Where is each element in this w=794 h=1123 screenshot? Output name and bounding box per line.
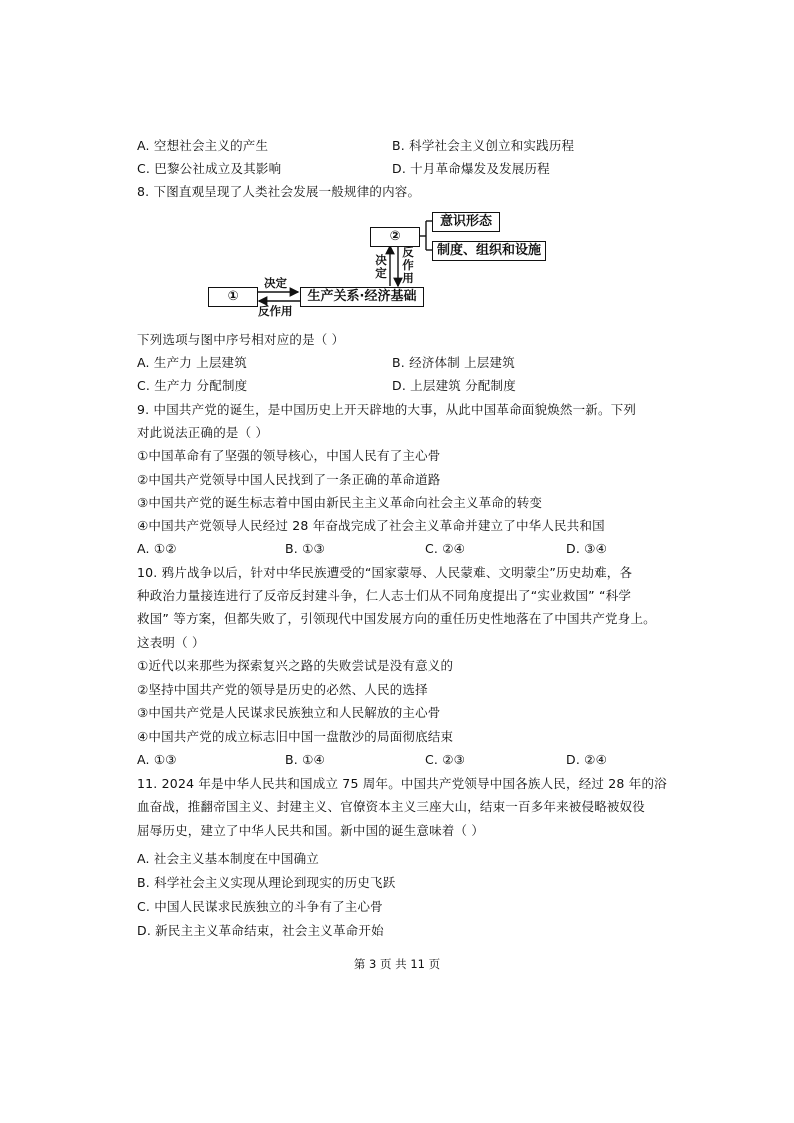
q10-item: ②坚持中国共产党的领导是历史的必然、人民的选择 xyxy=(137,682,428,697)
q9-option-a: A. ①② xyxy=(137,541,177,556)
q10-stem-1: 10. 鸦片战争以后，针对中华民族遭受的“国家蒙辱、人民蒙难、文明蒙尘”历史劫难，各 xyxy=(137,565,633,580)
diagram-box-1: ① xyxy=(208,287,258,307)
q8-option-d: D. 上层建筑 分配制度 xyxy=(392,378,516,393)
q11-option-c: C. 中国人民谋求民族独立的斗争有了主心骨 xyxy=(137,899,383,914)
q9-stem-1: 9. 中国共产党的诞生，是中国历史上开天辟地的大事，从此中国革命面貌焕然一新。下列 xyxy=(137,402,637,417)
q10-stem-2: 种政治力量接连进行了反帝反封建斗争，仁人志士们从不同角度提出了“实业救国” “科学 xyxy=(137,588,632,603)
diagram-box-2: ② xyxy=(370,227,420,247)
q10-option-a: A. ①③ xyxy=(137,752,177,767)
q9-item: ②中国共产党领导中国人民找到了一条正确的革命道路 xyxy=(137,472,441,487)
q11-stem-2: 血奋战，推翻帝国主义、封建主义、官僚资本主义三座大山，结束一百多年来被侵略被奴役 xyxy=(137,799,646,814)
q8-option-c: C. 生产力 分配制度 xyxy=(137,378,248,393)
q10-option-c: C. ②③ xyxy=(425,752,466,767)
q8-stem: 8. 下图直观呈现了人类社会发展一般规律的内容。 xyxy=(137,184,421,199)
q9-option-d: D. ③④ xyxy=(566,541,607,556)
q7-option-d: D. 十月革命爆发及发展历程 xyxy=(392,161,550,176)
diagram-arrows xyxy=(0,0,794,330)
q7-option-c: C. 巴黎公社成立及其影响 xyxy=(137,161,282,176)
q11-option-b: B. 科学社会主义实现从理论到现实的历史飞跃 xyxy=(137,875,396,890)
page-footer: 第 3 页 共 11 页 xyxy=(353,957,441,971)
q7-option-b: B. 科学社会主义创立和实践历程 xyxy=(392,138,575,153)
diagram-institutions: 制度、组织和设施 xyxy=(432,241,546,261)
q11-stem-1: 11. 2024 年是中华人民共和国成立 75 周年。中国共产党领导中国各族人民，经过 28 年的浴 xyxy=(137,776,667,791)
label-decide-v: 决定 xyxy=(375,253,387,280)
diagram-economic-base: 生产关系·经济基础 xyxy=(300,287,424,307)
q8-option-b: B. 经济体制 上层建筑 xyxy=(392,355,515,370)
q9-item: ④中国共产党领导人民经过 28 年奋战完成了社会主义革命并建立了中华人民共和国 xyxy=(137,518,605,533)
label-react-h: 反作用 xyxy=(258,304,293,318)
q11-option-a: A. 社会主义基本制度在中国确立 xyxy=(137,851,319,866)
q9-item: ①中国革命有了坚强的领导核心，中国人民有了主心骨 xyxy=(137,448,441,463)
q10-item: ④中国共产党的成立标志旧中国一盘散沙的局面彻底结束 xyxy=(137,729,454,744)
q8-option-a: A. 生产力 上层建筑 xyxy=(137,355,247,370)
diagram-ideology: 意识形态 xyxy=(432,212,500,232)
q11-stem-3: 屈辱历史，建立了中华人民共和国。新中国的诞生意味着（ ） xyxy=(137,823,485,838)
q10-item: ③中国共产党是人民谋求民族独立和人民解放的主心骨 xyxy=(137,705,441,720)
label-decide-h: 决定 xyxy=(264,276,287,290)
q11-option-d: D. 新民主主义革命结束，社会主义革命开始 xyxy=(137,923,384,938)
q10-option-d: D. ②④ xyxy=(566,752,607,767)
q10-option-b: B. ①④ xyxy=(285,752,325,767)
label-react-v: 反作用 xyxy=(402,245,414,285)
q10-stem-3: 救国” 等方案，但都失败了，引领现代中国发展方向的重任历史性地落在了中国共产党身上。 xyxy=(137,611,656,626)
q10-item: ①近代以来那些为探索复兴之路的失败尝试是没有意义的 xyxy=(137,658,454,673)
q9-stem-2: 对此说法正确的是（ ） xyxy=(137,425,269,440)
q8-question: 下列选项与图中序号相对应的是（ ） xyxy=(137,332,345,347)
q9-item: ③中国共产党的诞生标志着中国由新民主主义革命向社会主义革命的转变 xyxy=(137,495,543,510)
q7-option-a: A. 空想社会主义的产生 xyxy=(137,138,269,153)
q10-stem-4: 这表明（ ） xyxy=(137,635,205,650)
q9-option-c: C. ②④ xyxy=(425,541,466,556)
q9-option-b: B. ①③ xyxy=(285,541,325,556)
